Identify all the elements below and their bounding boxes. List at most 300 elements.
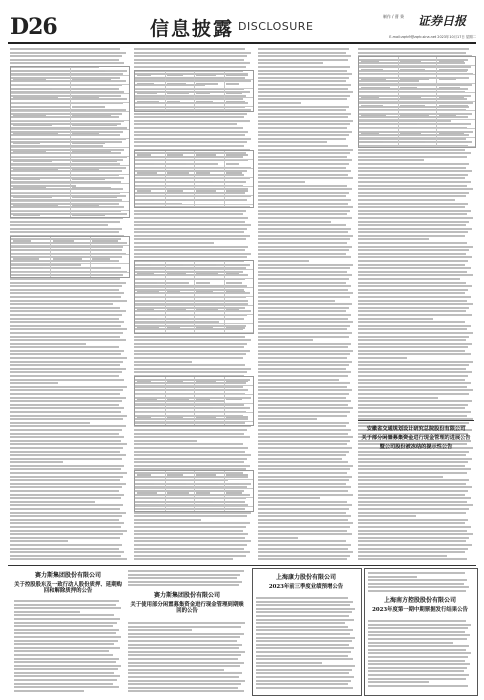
text-line <box>128 651 245 653</box>
text-line <box>14 679 117 681</box>
text-line <box>10 371 122 373</box>
text-line <box>10 544 122 546</box>
table-cell <box>167 291 180 293</box>
text-line <box>258 300 335 302</box>
table-cell <box>167 74 183 76</box>
text-line <box>134 461 244 463</box>
table-column-divider <box>224 151 225 207</box>
text-line <box>368 638 467 640</box>
table-block <box>134 376 254 426</box>
table-cell <box>226 282 242 284</box>
table-row <box>359 93 475 102</box>
text-line <box>358 278 460 280</box>
notice-title: 关于控股股东及一致行动人股份质押、延期购回和解除质押的公告 <box>14 582 122 595</box>
text-line <box>10 407 124 409</box>
table-cell <box>72 88 116 90</box>
text-line <box>258 375 348 377</box>
text-line <box>10 422 90 424</box>
text-line <box>256 647 354 649</box>
table-cell <box>72 79 110 81</box>
text-line <box>258 314 351 316</box>
text-line <box>10 494 124 496</box>
table-cell <box>400 87 417 89</box>
table-cell <box>196 92 209 94</box>
text-line <box>10 537 120 539</box>
table-row <box>11 237 129 246</box>
text-line <box>10 224 108 226</box>
table-cell <box>137 264 150 266</box>
table-cell <box>226 154 248 156</box>
text-line <box>128 654 241 656</box>
text-line <box>358 307 469 309</box>
text-line <box>10 533 123 535</box>
text-line <box>258 48 349 50</box>
text-line <box>256 629 353 631</box>
text-line <box>258 461 348 463</box>
text-line <box>258 472 347 474</box>
text-line <box>10 501 95 503</box>
text-line <box>10 62 124 64</box>
notice-title: 关于部分闲置募集资金进行现金管理的进展公告 <box>361 435 471 441</box>
text-line <box>14 632 116 634</box>
text-line <box>358 407 465 409</box>
text-line <box>128 636 240 638</box>
text-line <box>134 116 244 118</box>
text-line <box>258 242 347 244</box>
text-line <box>258 127 347 129</box>
text-line <box>10 48 120 50</box>
text-line <box>256 626 348 628</box>
text-line <box>258 544 351 546</box>
text-line <box>258 393 349 395</box>
text-line <box>10 404 119 406</box>
notice-body <box>368 620 472 690</box>
text-line <box>14 636 121 638</box>
text-line <box>134 361 192 363</box>
notice-title: 2023年前三季度业绩预增公告 <box>268 584 344 590</box>
table-cell <box>226 264 248 266</box>
text-line <box>10 483 126 485</box>
text-line <box>10 296 121 298</box>
table-cell <box>137 407 159 409</box>
text-line <box>134 515 247 517</box>
text-line <box>10 325 121 327</box>
text-line <box>10 310 126 312</box>
text-line <box>358 382 471 384</box>
text-line <box>134 141 247 143</box>
text-line <box>258 221 331 223</box>
table-cell <box>137 398 156 400</box>
table-cell <box>196 380 215 382</box>
text-line <box>134 113 247 115</box>
table-cell <box>137 282 156 284</box>
table-cell <box>439 114 456 116</box>
table-block <box>134 260 254 334</box>
text-line <box>134 440 197 442</box>
text-line <box>358 364 469 366</box>
text-line <box>358 522 465 524</box>
text-line <box>256 655 348 657</box>
text-line <box>256 665 355 667</box>
text-line <box>10 379 124 381</box>
table-cell <box>13 205 57 207</box>
text-line <box>10 289 119 291</box>
text-line <box>258 156 347 158</box>
notice-body <box>128 622 246 694</box>
text-line <box>358 321 465 323</box>
text-line <box>14 604 116 606</box>
table-cell <box>196 501 212 503</box>
table-cell <box>361 132 378 134</box>
text-line <box>358 486 472 488</box>
table-cell <box>196 318 209 320</box>
table-cell <box>226 398 242 400</box>
text-line <box>256 619 354 621</box>
text-line <box>358 181 471 183</box>
text-line <box>358 271 467 273</box>
table-cell <box>226 318 242 320</box>
text-line <box>368 572 465 574</box>
table-cell <box>72 169 99 171</box>
table-cell <box>226 416 248 418</box>
text-line <box>10 497 121 499</box>
table-column-divider <box>165 471 166 511</box>
table-cell <box>400 114 429 116</box>
table-cell <box>226 492 242 494</box>
text-line <box>134 336 245 338</box>
text-line <box>258 425 346 427</box>
text-line <box>14 665 121 667</box>
text-line <box>258 289 348 291</box>
table-column-divider <box>194 261 195 333</box>
text-line <box>258 328 347 330</box>
text-line <box>14 643 114 645</box>
text-line <box>358 461 468 463</box>
text-line <box>368 685 468 687</box>
text-line <box>14 618 120 620</box>
text-line <box>134 123 237 125</box>
table-cell <box>13 151 45 153</box>
text-line <box>10 339 126 341</box>
table-cell <box>439 78 456 80</box>
table-row <box>359 66 475 75</box>
text-line <box>258 109 346 111</box>
table-cell <box>137 389 153 391</box>
text-line <box>258 91 353 93</box>
table-cell <box>137 416 150 418</box>
table-cell <box>400 141 425 143</box>
table-cell <box>137 501 159 503</box>
text-line <box>10 332 123 334</box>
text-line <box>358 400 472 402</box>
text-line <box>258 149 353 151</box>
text-line <box>358 282 466 284</box>
table-cell <box>13 106 40 108</box>
table-cell <box>196 407 212 409</box>
text-line <box>358 371 472 373</box>
table-cell <box>196 172 209 174</box>
text-line <box>258 422 349 424</box>
masthead-logo: 证券日报 <box>417 14 466 28</box>
text-line <box>10 436 124 438</box>
table-cell <box>167 416 183 418</box>
text-line <box>358 530 467 532</box>
text-line <box>358 253 466 255</box>
text-line <box>10 486 122 488</box>
table-cell <box>72 214 104 216</box>
text-line <box>10 440 121 442</box>
table-cell <box>72 187 110 189</box>
text-line <box>128 687 238 689</box>
table-cell <box>439 69 468 71</box>
table-cell <box>361 141 382 143</box>
text-line <box>358 152 471 154</box>
text-line <box>258 379 339 381</box>
text-line <box>258 368 346 370</box>
text-line <box>134 558 233 560</box>
text-line <box>10 476 123 478</box>
text-line <box>10 540 68 542</box>
text-line <box>358 368 466 370</box>
table-cell <box>13 169 57 171</box>
contact-line: E-mail:zqrb9@zqrb.sina.net 2023年10月17日 星期二 <box>389 35 476 39</box>
table-row <box>359 129 475 138</box>
text-line <box>134 339 251 341</box>
text-line <box>134 555 246 557</box>
text-line <box>358 389 473 391</box>
text-line <box>368 670 464 672</box>
text-line <box>368 576 417 578</box>
table-cell <box>137 92 156 94</box>
table-cell <box>167 172 189 174</box>
table-column-divider <box>194 377 195 425</box>
text-line <box>358 213 467 215</box>
table-cell <box>137 101 159 103</box>
text-line <box>358 350 465 352</box>
text-line <box>10 368 126 370</box>
table-cell <box>13 79 45 81</box>
text-line <box>358 206 465 208</box>
text-line <box>14 625 113 627</box>
table-cell <box>92 249 122 251</box>
table-cell <box>137 74 150 76</box>
table-cell <box>137 327 159 329</box>
table-column-divider <box>224 71 225 111</box>
text-line <box>128 683 241 685</box>
text-line <box>258 364 349 366</box>
text-line <box>358 375 468 377</box>
text-line <box>258 213 347 215</box>
text-line <box>134 127 243 129</box>
text-line <box>258 206 353 208</box>
text-line <box>10 558 127 560</box>
text-line <box>258 113 351 115</box>
text-line <box>358 483 466 485</box>
text-line <box>358 551 465 553</box>
text-line <box>10 415 127 417</box>
text-line <box>128 626 241 628</box>
text-line <box>10 411 121 413</box>
text-line <box>128 644 242 646</box>
table-cell <box>13 142 40 144</box>
text-line <box>358 217 473 219</box>
text-line <box>14 600 119 602</box>
text-line <box>358 210 471 212</box>
table-cell <box>361 69 382 71</box>
text-line <box>128 581 242 583</box>
table-cell <box>439 60 464 62</box>
text-line <box>358 533 473 535</box>
text-line <box>10 300 127 302</box>
text-line <box>256 669 352 671</box>
text-line <box>358 537 469 539</box>
text-line <box>358 170 472 172</box>
table-block <box>10 66 130 218</box>
text-line <box>358 526 471 528</box>
text-line <box>10 350 124 352</box>
text-line <box>134 238 246 240</box>
text-line <box>258 407 353 409</box>
text-line <box>14 607 121 609</box>
text-line <box>258 497 320 499</box>
text-line <box>258 80 346 82</box>
table-cell <box>439 123 460 125</box>
text-line <box>358 339 466 341</box>
text-line <box>258 285 351 287</box>
text-line <box>10 282 126 284</box>
text-line <box>128 669 224 671</box>
text-line <box>128 640 237 642</box>
table-cell <box>13 160 51 162</box>
text-line <box>134 544 247 546</box>
text-line <box>256 676 354 678</box>
text-line <box>10 386 127 388</box>
text-line <box>10 555 121 557</box>
text-line <box>358 314 472 316</box>
text-column-3 <box>258 48 354 563</box>
text-line <box>258 159 352 161</box>
table-cell <box>137 291 159 293</box>
table-cell <box>137 273 153 275</box>
text-line <box>358 508 469 510</box>
text-line <box>368 681 429 683</box>
text-line <box>134 548 244 550</box>
text-line <box>368 620 466 622</box>
table-cell <box>226 327 245 329</box>
table-cell <box>226 291 245 293</box>
text-line <box>134 120 250 122</box>
text-line <box>358 52 466 54</box>
text-line <box>258 231 348 233</box>
text-line <box>10 361 123 363</box>
text-line <box>128 633 244 635</box>
text-line <box>134 551 250 553</box>
table-column-divider <box>224 471 225 511</box>
text-line <box>10 429 122 431</box>
text-line <box>256 662 322 664</box>
table-block <box>134 470 254 512</box>
text-line <box>258 264 353 266</box>
text-line <box>128 680 245 682</box>
text-line <box>10 458 122 460</box>
text-line <box>258 296 350 298</box>
text-line <box>258 228 351 230</box>
table-cell <box>361 96 378 98</box>
text-line <box>258 551 353 553</box>
table-cell <box>196 309 218 311</box>
text-line <box>256 608 355 610</box>
text-line <box>258 195 346 197</box>
text-line <box>358 242 467 244</box>
table-cell <box>72 70 104 72</box>
table-row <box>11 264 129 273</box>
text-line <box>358 167 466 169</box>
text-line <box>258 540 346 542</box>
table-column-divider <box>194 71 195 111</box>
notice-subtitle: 暨公司股份被冻结的提示性公告 <box>379 444 453 450</box>
table-cell <box>439 105 468 107</box>
table-cell <box>13 196 51 198</box>
text-line <box>258 400 351 402</box>
text-line <box>358 156 467 158</box>
text-line <box>358 48 469 50</box>
table-cell <box>196 474 215 476</box>
table-cell <box>72 205 99 207</box>
text-line <box>358 195 466 197</box>
text-line <box>10 292 124 294</box>
text-line <box>368 590 466 592</box>
text-line <box>256 615 349 617</box>
text-line <box>258 131 352 133</box>
text-line <box>358 465 465 467</box>
text-line <box>10 328 127 330</box>
table-cell <box>13 133 57 135</box>
text-line <box>358 199 455 201</box>
text-line <box>10 231 119 233</box>
text-line <box>134 458 247 460</box>
text-line <box>256 597 348 599</box>
text-line <box>258 479 349 481</box>
text-line <box>258 522 353 524</box>
text-line <box>258 483 346 485</box>
text-line <box>134 364 245 366</box>
text-line <box>258 490 348 492</box>
notice-body <box>256 597 356 691</box>
table-cell <box>137 190 150 192</box>
table-cell <box>226 273 239 275</box>
text-line <box>10 504 123 506</box>
text-line <box>258 141 327 143</box>
text-line <box>10 468 121 470</box>
table-cell <box>226 181 245 183</box>
text-line <box>134 235 250 237</box>
text-line <box>134 48 245 50</box>
text-line <box>368 624 471 626</box>
text-line <box>368 656 468 658</box>
text-line <box>358 332 473 334</box>
text-line <box>134 353 246 355</box>
table-cell <box>196 327 212 329</box>
table-cell <box>167 492 189 494</box>
text-line <box>14 654 113 656</box>
text-line <box>358 303 473 305</box>
text-line <box>10 397 126 399</box>
table-column-divider <box>165 71 166 111</box>
text-line <box>134 443 243 445</box>
text-line <box>358 544 472 546</box>
table-cell <box>226 474 248 476</box>
text-line <box>10 447 123 449</box>
